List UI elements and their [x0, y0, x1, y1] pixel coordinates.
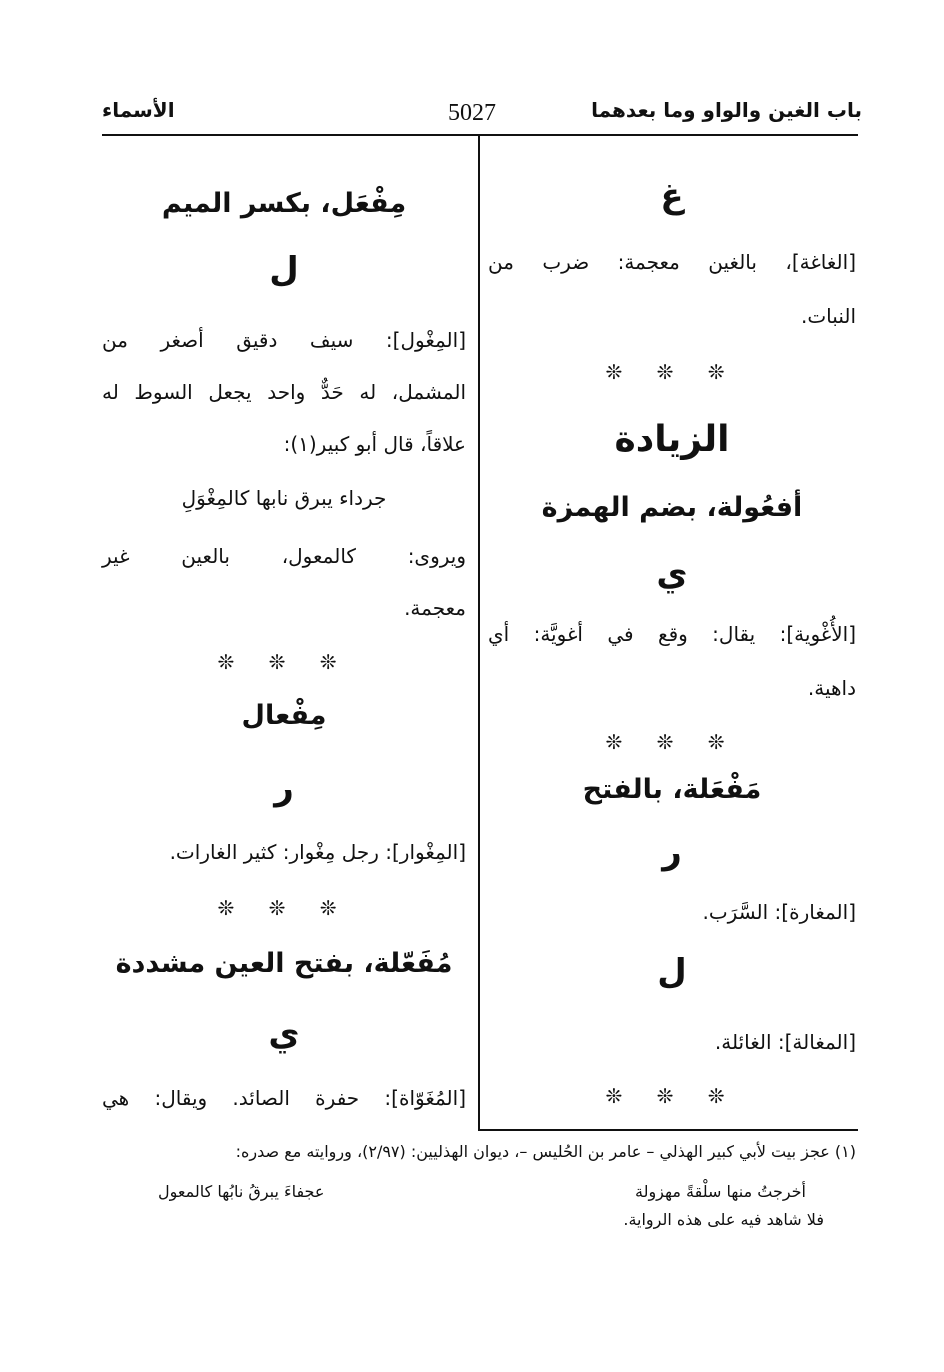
- pattern-heading-mifaal: مِفْعال: [241, 700, 327, 731]
- footnote-line-1: (١) عجز بيت لأبي كبير الهذلي – عامر بن الحُليس –، ديوان الهذليين: (٢/٩٧)، وروايته مع صدره:: [235, 1142, 856, 1161]
- poetry-verse: جرداء يبرق نابها كالمِغْوَلِ: [181, 486, 387, 510]
- entry-mughawwat: [المُغَوّاة]: حفرة الصائد. ويقال: هي: [102, 1086, 466, 1110]
- letter-heading-r: ر: [662, 832, 682, 872]
- pattern-heading-mafala: مَفْعَلة، بالفتح: [582, 774, 762, 805]
- separator-stars: ❊ ❊ ❊: [605, 730, 739, 754]
- letter-heading-y: ي: [656, 554, 688, 594]
- separator-stars: ❊ ❊ ❊: [217, 650, 351, 674]
- letter-heading-gh: غ: [660, 176, 684, 216]
- entry-maghara: [المغارة]: السَّرَب.: [702, 900, 856, 924]
- entry-ughwiya-line-2: داهية.: [807, 676, 856, 700]
- letter-heading-r: ر: [274, 768, 294, 808]
- footnote-verse-second-hemistich: عجفاءَ يبرقُ نابُها كالمعول: [158, 1182, 325, 1201]
- entry-variant-line-2: معجمة.: [404, 596, 466, 620]
- pattern-heading-mufaala: مُفَعّلة، بفتح العين مشددة: [115, 948, 453, 979]
- column-divider: [478, 136, 480, 1130]
- separator-stars: ❊ ❊ ❊: [605, 1084, 739, 1108]
- separator-stars: ❊ ❊ ❊: [605, 360, 739, 384]
- section-heading-ziyada: الزيادة: [614, 419, 730, 460]
- letter-heading-l: ل: [657, 952, 687, 992]
- page-number: 5027: [448, 100, 496, 126]
- entry-ghagha-line-1: [الغاغة]، بالغين معجمة: ضرب من: [488, 250, 856, 274]
- section-title: الأسماء: [102, 98, 175, 122]
- pattern-heading-mifal: مِفْعَل، بكسر الميم: [161, 188, 407, 219]
- letter-heading-y: ي: [268, 1014, 300, 1054]
- entry-mighwal-line-3: علاقاً، قال أبو كبير(١):: [283, 432, 466, 456]
- entry-mighwal-line-2: المشمل، له حَدٌّ واحد يجعل السوط له: [102, 380, 466, 404]
- entry-variant-line-1: ويروى: كالمعول، بالعين غير: [102, 544, 466, 568]
- separator-stars: ❊ ❊ ❊: [217, 896, 351, 920]
- pattern-heading-ufula: أفعُولة، بضم الهمزة: [541, 492, 803, 523]
- chapter-title: باب الغين والواو وما بعدهما: [591, 98, 862, 122]
- entry-ghagha-line-2: النبات.: [801, 304, 856, 328]
- entry-maghala: [المغالة]: الغائلة.: [714, 1030, 856, 1054]
- letter-heading-l: ل: [269, 250, 299, 290]
- footnote-verse-first-hemistich: أخرجتُ منها سلْقةً مهزولة: [635, 1182, 806, 1201]
- entry-mighwal-line-1: [المِغْول]: سيف دقيق أصغر من: [102, 328, 466, 352]
- footnote-line-3: فلا شاهد فيه على هذه الرواية.: [623, 1210, 824, 1229]
- header-rule: [102, 134, 858, 136]
- entry-ughwiya-line-1: [الأُغْوية]: يقال: وقع في أغويَّة: أي: [488, 622, 856, 646]
- footnote-rule: [478, 1129, 858, 1131]
- entry-mighwar: [المِغْوار]: رجل مِغْوار: كثير الغارات.: [169, 840, 466, 864]
